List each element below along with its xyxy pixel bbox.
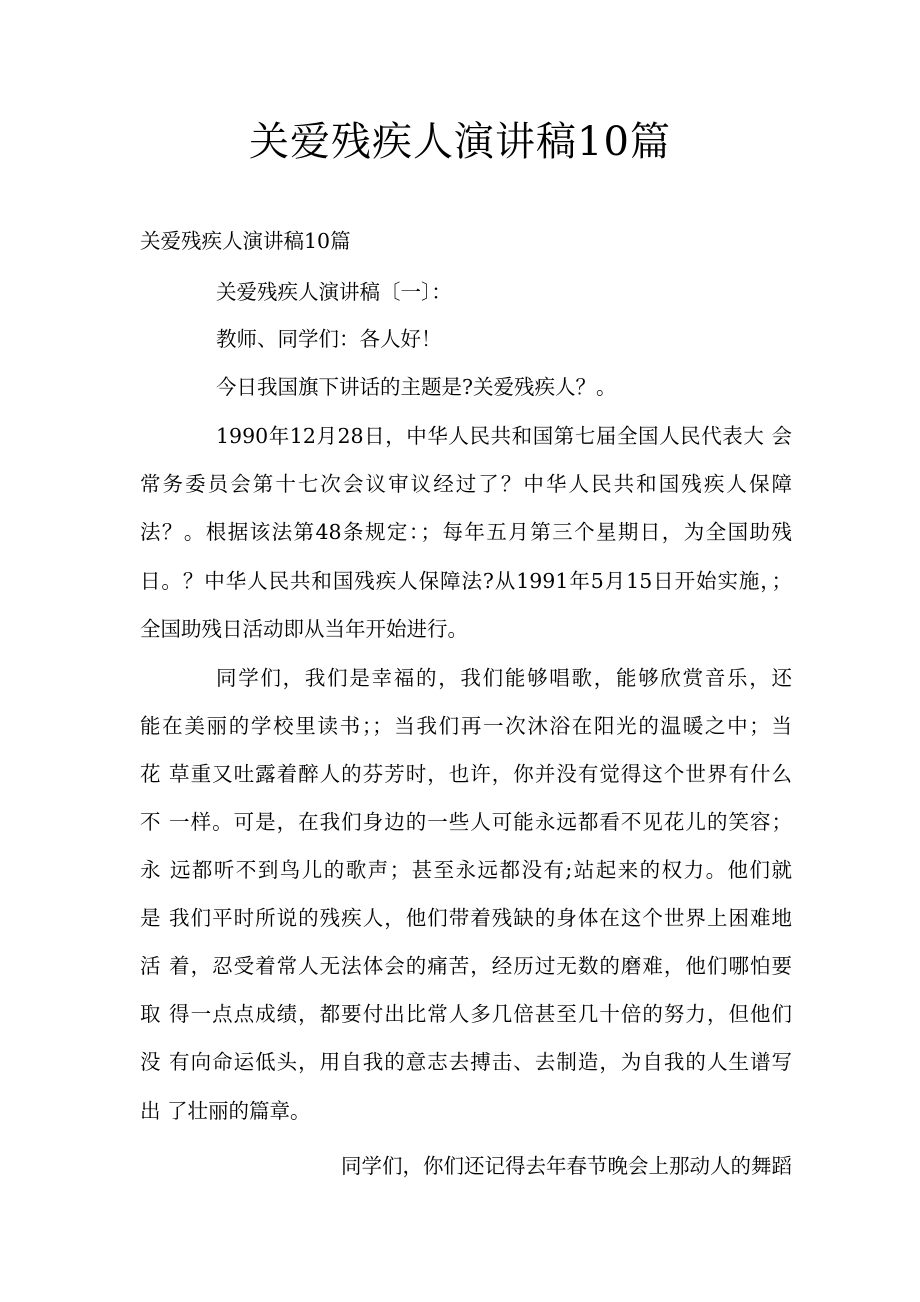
paragraph-line: 1990年12月28日，中华人民共和国第七届全国人民代表大 会 [216,424,792,448]
topic-line: 今日我国旗下讲话的主题是?关爱残疾人？。 [216,375,617,399]
paragraph-line: 能在美丽的学校里读书；；当我们再一次沐浴在阳光的温暖之中；当 [140,714,792,738]
paragraph-line: 法？。根据该法第48条规定：；每年五月第三个星期日，为全国助残 [140,520,792,544]
paragraph-line: 出 了壮丽的篇章。 [140,1099,311,1123]
paragraph-line: 全国助残日活动即从当年开始进行。 [140,617,468,641]
paragraph-line: 活 着，忍受着常人无法体会的痛苦，经历过无数的磨难，他们哪怕要 [140,954,792,978]
paragraph-line: 是 我们平时所说的残疾人，他们带着残缺的身体在这个世界上困难地 [140,906,792,930]
paragraph-line: 永 远都听不到鸟儿的歌声；甚至永远都没有;站起来的权力。他们就 [140,858,792,882]
paragraph-line: 不 一样。可是，在我们身边的一些人可能永远都看不见花儿的笑容； [140,810,792,834]
paragraph-line: 取 得一点点成绩，都要付出比常人多几倍甚至几十倍的努力，但他们 [140,1002,792,1026]
paragraph-line: 没 有向命运低头，用自我的意志去搏击、去制造，为自我的人生谱写 [140,1050,792,1074]
document-title: 关爱残疾人演讲稿10篇 [249,119,671,165]
paragraph-line: 花 草重又吐露着醉人的芬芳时，也许，你并没有觉得这个世界有什么 [140,762,792,786]
paragraph-line: 常务委员会第十七次会议审议经过了？中华人民共和国残疾人保障 [140,472,792,496]
section-heading: 关爱残疾人演讲稿〔一〕： [216,280,452,304]
greeting-line: 教师、同学们：各人好！ [216,327,442,351]
paragraph-line: 同学们，你们还记得去年春节晚会上那动人的舞蹈 [341,1154,792,1178]
paragraph-line: 同学们，我们是幸福的，我们能够唱歌，能够欣赏音乐，还 [216,666,792,690]
subtitle-line: 关爱残疾人演讲稿10篇 [140,229,351,253]
paragraph-line: 日。？中华人民共和国残疾人保障法?从1991年5月15日开始实施，； [140,569,792,593]
